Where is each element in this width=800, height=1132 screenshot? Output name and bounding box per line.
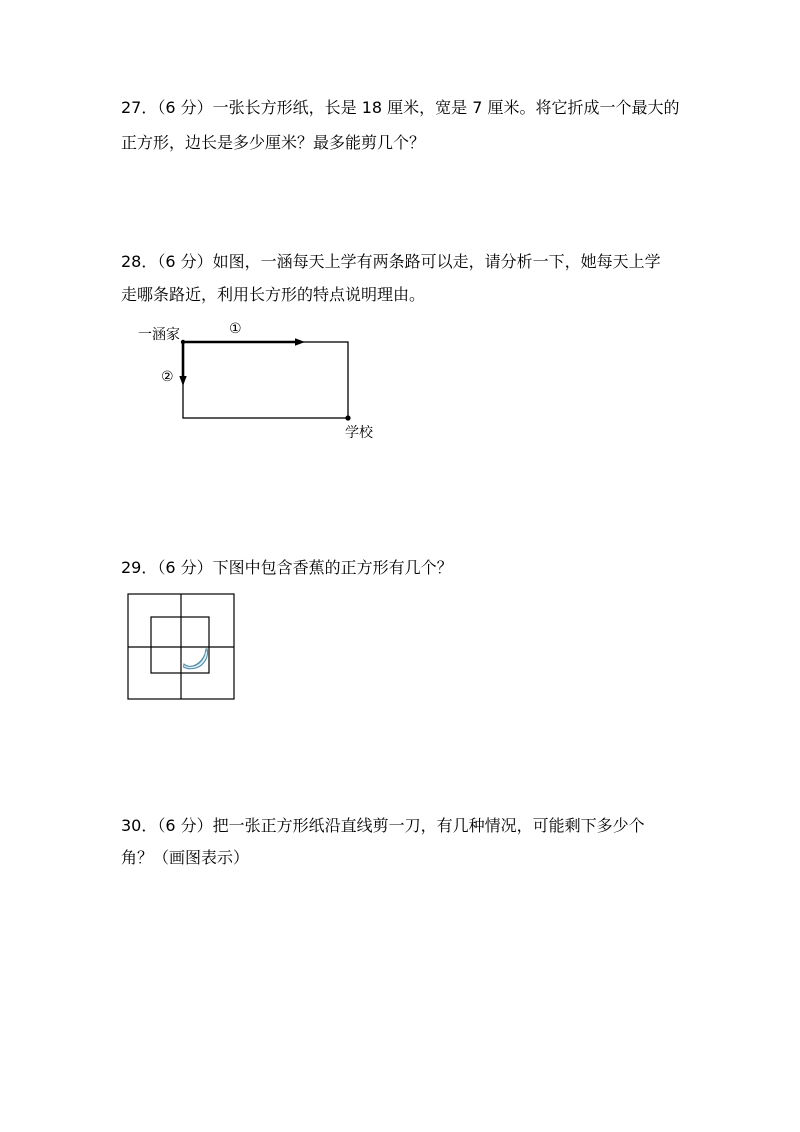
banana-icon	[184, 649, 208, 669]
question-27-line-2: 正方形，边长是多少厘米？最多能剪几个？	[121, 133, 426, 152]
route-2-arrowhead	[179, 376, 186, 386]
route-1-arrowhead	[295, 338, 305, 345]
school-label: 学校	[345, 425, 373, 441]
question-30-line-2: 角？（画图表示）	[121, 848, 250, 867]
question-28-line-2: 走哪条路近，利用长方形的特点说明理由。	[121, 285, 426, 304]
home-label: 一涵家	[138, 327, 180, 343]
route-rectangle	[183, 342, 348, 418]
banana-grid-figure	[126, 592, 238, 702]
question-27-line-1: 27．（6 分）一张长方形纸，长是 18 厘米，宽是 7 厘米。将它折成一个最大的	[121, 98, 680, 117]
route-1-label: ①	[229, 321, 242, 337]
school-point	[345, 415, 350, 420]
route-2-label: ②	[161, 369, 174, 385]
question-30-line-1: 30．（6 分）把一张正方形纸沿直线剪一刀，有几种情况，可能剩下多少个	[121, 816, 645, 835]
route-diagram	[130, 315, 390, 450]
question-29-line-1: 29．（6 分）下图中包含香蕉的正方形有几个？	[121, 558, 453, 577]
home-point	[181, 340, 185, 344]
question-28-line-1: 28．（6 分）如图，一涵每天上学有两条路可以走，请分析一下，她每天上学	[121, 252, 661, 271]
